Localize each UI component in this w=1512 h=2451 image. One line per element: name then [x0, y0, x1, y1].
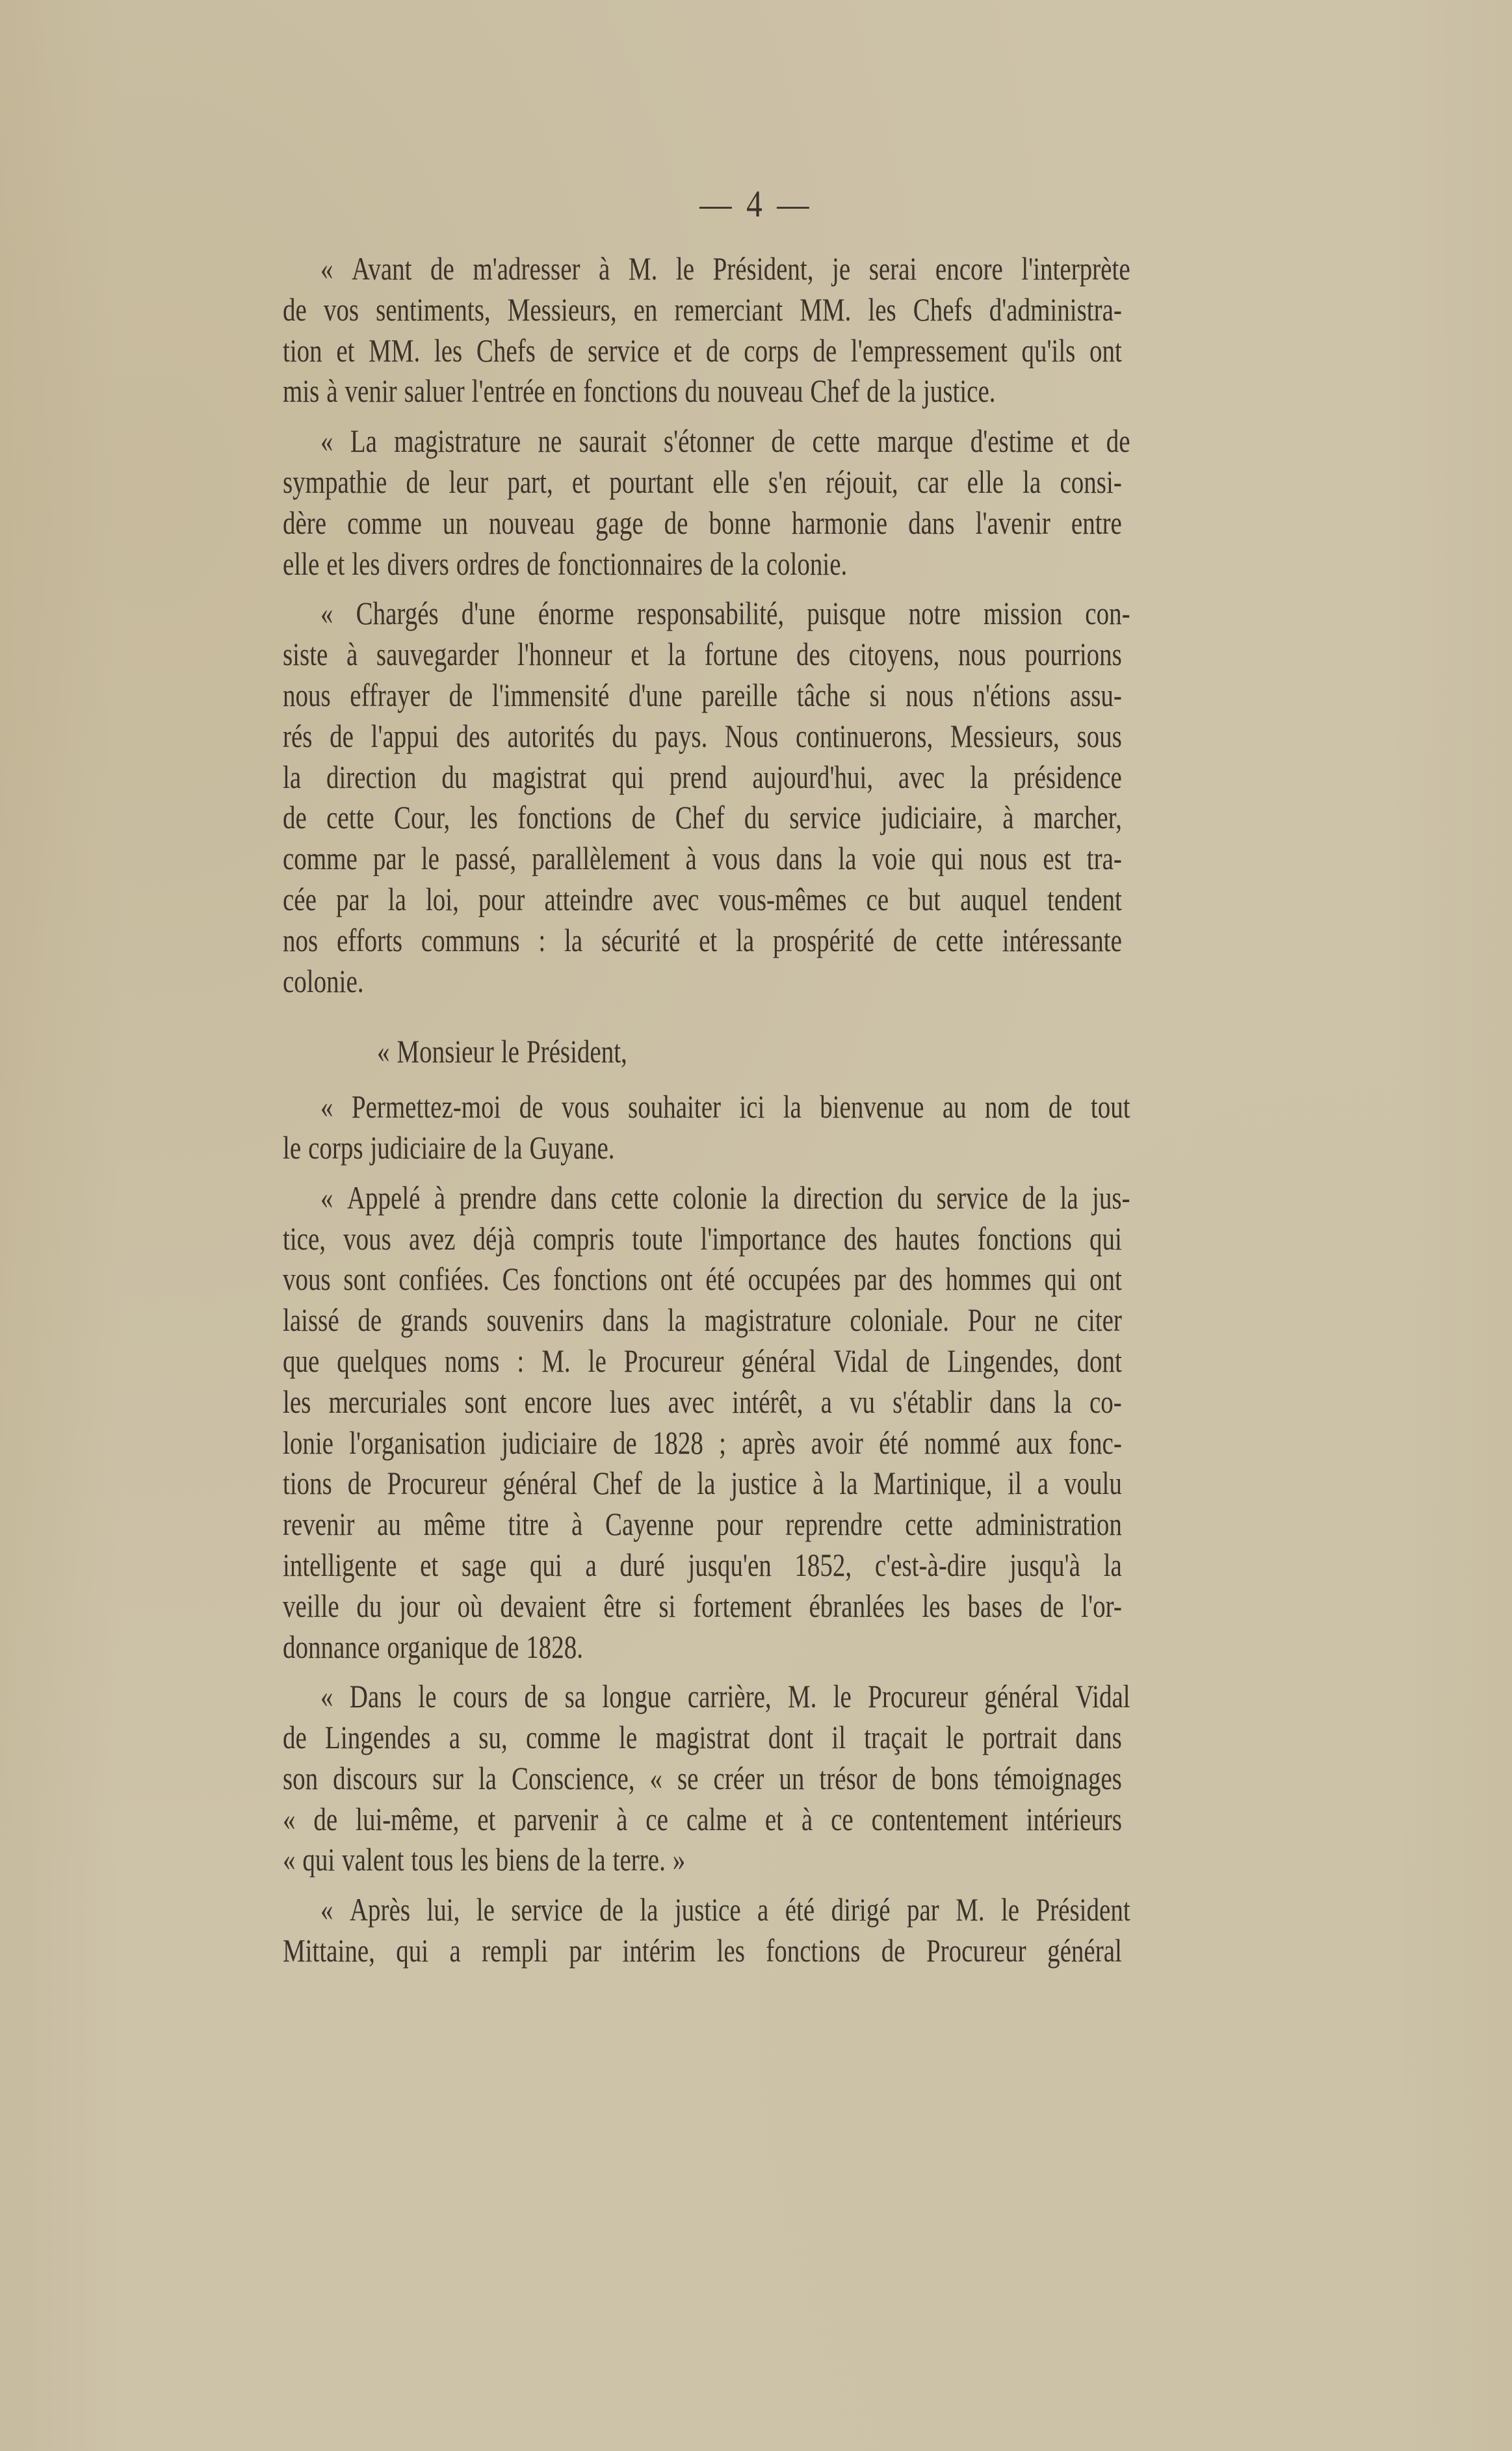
text-line: tion et MM. les Chefs de service et de corps de l'empressement qu'ils ont	[283, 332, 1122, 369]
paragraph-spacer	[283, 1667, 1359, 1676]
text-line: comme par le passé, parallèlement à vous dans la voie qui nous est tra-	[283, 840, 1122, 877]
text-line: cée par la loi, pour atteindre avec vous-mêmes ce but auquel tendent	[283, 880, 1122, 917]
text-line: de vos sentiments, Messieurs, en remerciant MM. les Chefs d'administra-	[283, 291, 1122, 328]
text-line: « Monsieur le Président,	[377, 1033, 627, 1070]
text-line: veille du jour où devaient être si fortement ébranlées les bases de l'or-	[283, 1587, 1122, 1624]
text-line: intelligente et sage qui a duré jusqu'en 1852, c'est-à-dire jusqu'à la	[283, 1546, 1122, 1583]
text-line: la direction du magistrat qui prend aujourd'hui, avec la présidence	[283, 758, 1122, 795]
text-line: revenir au même titre à Cayenne pour reprendre cette administration	[283, 1506, 1122, 1543]
paragraph-spacer	[283, 1072, 1359, 1086]
paragraph	[283, 1177, 1359, 1668]
paragraph-spacer	[283, 412, 1359, 421]
paragraph-spacer	[283, 1168, 1359, 1177]
text-line: « qui valent tous les biens de la terre. »	[283, 1841, 686, 1878]
text-line: siste à sauvegarder l'honneur et la fortune des citoyens, nous pourrions	[283, 636, 1122, 673]
paragraph	[283, 1889, 1359, 1971]
text-line: donnance organique de 1828.	[283, 1628, 584, 1665]
salutation	[283, 1031, 1359, 1072]
text-line: « Dans le cours de sa longue carrière, M. le Procureur général Vidal	[320, 1678, 1130, 1715]
paragraph	[283, 421, 1359, 584]
paragraph-spacer	[283, 1880, 1359, 1889]
text-line: de cette Cour, les fonctions de Chef du service judiciaire, à marcher,	[283, 799, 1122, 836]
text-line: rés de l'appui des autorités du pays. Nous continuerons, Messieurs, sous	[283, 717, 1122, 754]
paragraph	[283, 1676, 1359, 1880]
text-line: « Après lui, le service de la justice a été dirigé par M. le Président	[320, 1891, 1130, 1928]
text-line: lonie l'organisation judiciaire de 1828 ; après avoir été nommé aux fonc-	[283, 1424, 1122, 1461]
paragraph-spacer	[283, 1001, 1359, 1031]
text-line: son discours sur la Conscience, « se créer un trésor de bons témoignages	[283, 1759, 1122, 1796]
text-line: nos efforts communs : la sécurité et la prospérité de cette intéressante	[283, 921, 1122, 958]
text-line: mis à venir saluer l'entrée en fonctions du nouveau Chef de la justice.	[283, 373, 996, 410]
body-text	[283, 239, 1359, 1971]
text-line: elle et les divers ordres de fonctionnaires de la colonie.	[283, 545, 848, 582]
text-line: « La magistrature ne saurait s'étonner de cette marque d'estime et de	[320, 423, 1130, 460]
paragraph-spacer	[283, 584, 1359, 593]
text-line: colonie.	[283, 962, 364, 999]
text-line: laissé de grands souvenirs dans la magistrature coloniale. Pour ne citer	[283, 1302, 1122, 1339]
text-line: « Appelé à prendre dans cette colonie la direction du service de la jus-	[320, 1179, 1130, 1216]
text-line: vous sont confiées. Ces fonctions ont été occupées par des hommes qui ont	[283, 1261, 1122, 1298]
text-line: sympathie de leur part, et pourtant elle s'en réjouit, car elle la consi-	[283, 463, 1122, 500]
text-line: « de lui-même, et parvenir à ce calme et à ce contentement intérieurs	[283, 1800, 1122, 1837]
text-line: de Lingendes a su, comme le magistrat dont il traçait le portrait dans	[283, 1719, 1122, 1756]
text-line: tions de Procureur général Chef de la justice à la Martinique, il a voulu	[283, 1465, 1122, 1502]
text-line: les mercuriales sont encore lues avec intérêt, a vu s'établir dans la co-	[283, 1383, 1122, 1420]
text-line: que quelques noms : M. le Procureur général Vidal de Lingendes, dont	[283, 1342, 1122, 1379]
text-line: « Avant de m'adresser à M. le Président, je serai encore l'interprète	[320, 250, 1130, 287]
text-line: Mittaine, qui a rempli par intérim les fonctions de Procureur général	[283, 1932, 1122, 1969]
text-line: « Permettez-moi de vous souhaiter ici la bienvenue au nom de tout	[320, 1088, 1130, 1125]
paragraph	[283, 593, 1359, 1001]
paragraph	[283, 248, 1359, 412]
page-number: — 4 —	[699, 183, 813, 225]
text-line: nous effrayer de l'immensité d'une pareille tâche si nous n'étions assu-	[283, 676, 1122, 713]
paragraph-spacer	[283, 239, 1359, 248]
text-line: dère comme un nouveau gage de bonne harmonie dans l'avenir entre	[283, 504, 1122, 541]
text-line: le corps judiciaire de la Guyane.	[283, 1129, 615, 1166]
paragraph	[283, 1086, 1359, 1168]
text-line: tice, vous avez déjà compris toute l'importance des hautes fonctions qui	[283, 1220, 1122, 1257]
text-line: « Chargés d'une énorme responsabilité, puisque notre mission con-	[320, 595, 1130, 632]
